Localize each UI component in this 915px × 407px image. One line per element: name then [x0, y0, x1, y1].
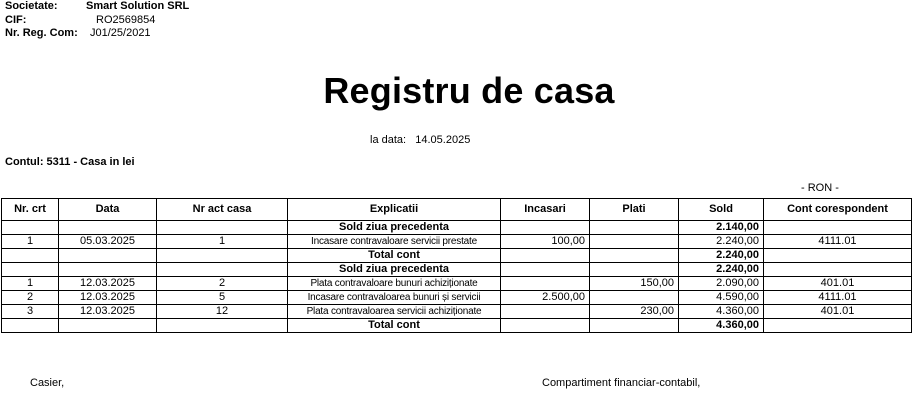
cell-data [59, 319, 157, 333]
col-header-plati: Plati [590, 199, 679, 221]
cell-explicatii: Plata contravaloare bunuri achiziționate [288, 277, 501, 291]
finance-dept-signature-label: Compartiment financiar-contabil, [542, 377, 701, 389]
cell-act: 1 [157, 235, 288, 249]
cell-cont [764, 319, 912, 333]
cell-nr [2, 221, 59, 235]
cell-act: 12 [157, 305, 288, 319]
cell-incasari [501, 277, 590, 291]
cif-label: CIF: [5, 13, 27, 26]
cell-act [157, 319, 288, 333]
cashier-signature-label: Casier, [30, 377, 65, 389]
cell-plati [590, 263, 679, 277]
table-row [2, 305, 912, 319]
cell-cont: 4111.01 [764, 235, 912, 249]
report-date [370, 134, 470, 146]
table-row [2, 235, 912, 249]
societate-value: Smart Solution SRL [86, 0, 190, 12]
cash-register-table [1, 198, 912, 333]
cell-nr [2, 319, 59, 333]
cell-explicatii: Plata contravaloarea servicii achiziționate [288, 305, 501, 319]
page-title: Registru de casa [323, 70, 615, 111]
cell-act: 2 [157, 277, 288, 291]
cell-explicatii: Total cont [288, 249, 501, 263]
col-header-incasari: Incasari [501, 199, 590, 221]
account-label: Contul: 5311 - Casa in lei [5, 156, 135, 168]
cell-plati [590, 319, 679, 333]
regcom-label: Nr. Reg. Com: [5, 27, 78, 39]
table-row [2, 249, 912, 263]
cell-incasari: 2.500,00 [501, 291, 590, 305]
cell-data: 12.03.2025 [59, 277, 157, 291]
col-header-explicatii: Explicatii [288, 199, 501, 221]
cell-explicatii: Sold ziua precedenta [288, 221, 501, 235]
table-row [2, 291, 912, 305]
table-row [2, 221, 912, 235]
cell-explicatii: Incasare contravaloare servicii prestate [288, 235, 501, 249]
cell-incasari: 100,00 [501, 235, 590, 249]
cell-nr: 1 [2, 235, 59, 249]
cell-explicatii: Incasare contravaloarea bunuri și servicii [288, 291, 501, 305]
cell-data [59, 221, 157, 235]
cell-act [157, 221, 288, 235]
table-row [2, 319, 912, 333]
cell-act [157, 249, 288, 263]
cell-sold: 2.240,00 [679, 235, 764, 249]
cell-incasari [501, 305, 590, 319]
cell-cont: 4111.01 [764, 291, 912, 305]
table-row [2, 277, 912, 291]
cell-sold: 2.240,00 [679, 249, 764, 263]
cell-nr [2, 263, 59, 277]
cell-sold: 4.360,00 [679, 305, 764, 319]
cell-data [59, 263, 157, 277]
cell-cont [764, 263, 912, 277]
col-header-nr: Nr. crt [2, 199, 59, 221]
cell-plati [590, 221, 679, 235]
cell-explicatii: Sold ziua precedenta [288, 263, 501, 277]
col-header-act: Nr act casa [157, 199, 288, 221]
cell-cont [764, 221, 912, 235]
cell-incasari [501, 319, 590, 333]
cell-data: 12.03.2025 [59, 291, 157, 305]
cell-incasari [501, 249, 590, 263]
cell-nr [2, 249, 59, 263]
col-header-cont: Cont corespondent [764, 199, 912, 221]
col-header-data: Data [59, 199, 157, 221]
cell-sold: 2.140,00 [679, 221, 764, 235]
cell-incasari [501, 263, 590, 277]
cell-sold: 4.590,00 [679, 291, 764, 305]
date-value: 14.05.2025 [415, 134, 471, 146]
cell-nr: 1 [2, 277, 59, 291]
date-label: la data: [370, 134, 407, 146]
regcom-value: J01/25/2021 [90, 27, 151, 39]
col-header-sold: Sold [679, 199, 764, 221]
currency-note: - RON - [801, 182, 839, 194]
cell-plati [590, 291, 679, 305]
cell-explicatii: Total cont [288, 319, 501, 333]
cell-plati [590, 235, 679, 249]
table-row [2, 263, 912, 277]
cell-act [157, 263, 288, 277]
cell-cont: 401.01 [764, 305, 912, 319]
table-header-row [2, 199, 912, 221]
societate-label: Societate: [5, 0, 58, 12]
cell-nr: 3 [2, 305, 59, 319]
cell-act: 5 [157, 291, 288, 305]
cell-plati: 150,00 [590, 277, 679, 291]
cell-plati: 230,00 [590, 305, 679, 319]
cell-cont: 401.01 [764, 277, 912, 291]
cell-data [59, 249, 157, 263]
cell-nr: 2 [2, 291, 59, 305]
cell-data: 12.03.2025 [59, 305, 157, 319]
cell-data: 05.03.2025 [59, 235, 157, 249]
cell-sold: 2.240,00 [679, 263, 764, 277]
company-header [5, 0, 189, 41]
cell-incasari [501, 221, 590, 235]
cif-value: RO2569854 [96, 13, 156, 26]
cell-plati [590, 249, 679, 263]
cell-sold: 4.360,00 [679, 319, 764, 333]
cell-sold: 2.090,00 [679, 277, 764, 291]
cell-cont [764, 249, 912, 263]
